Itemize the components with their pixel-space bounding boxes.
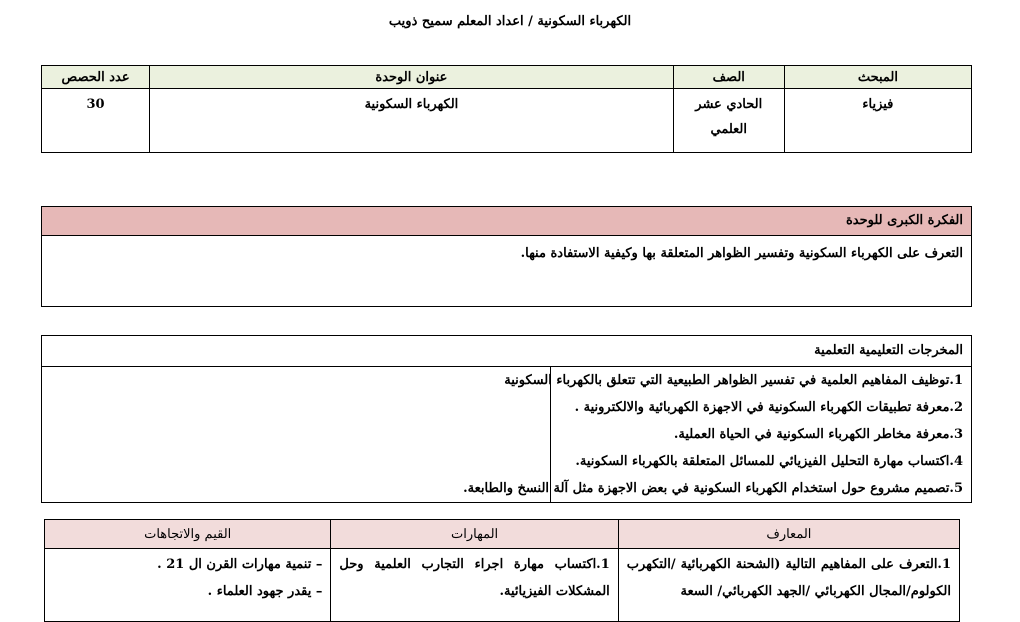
outcome-item: 1.توظيف المفاهيم العلمية في تفسير الظواهر الطبيعية التي تتعلق بالكهرباء السكونية <box>504 373 963 388</box>
periods-value: 30 <box>42 89 150 153</box>
skills-header: المهارات <box>331 520 618 549</box>
learning-outcomes-section <box>41 335 972 503</box>
knowledge-skills-values-table <box>44 519 960 622</box>
page-title: الكهرباء السكونية / اعداد المعلم سميح ذويب <box>388 14 632 29</box>
values-item: – يقدر جهود العلماء . <box>207 584 323 599</box>
outcome-item: 2.معرفة تطبيقات الكهرباء السكونية في الاجهزة الكهربائية والالكترونية . <box>574 400 963 415</box>
big-idea-section <box>41 206 972 307</box>
knowledge-cell: 1.التعرف على المفاهيم التالية (الشحنة الكهربائية /التكهرب الكولوم/المجال الكهربائي /الجهد الكهربائي/ السعة <box>618 549 959 622</box>
values-cell <box>45 549 331 622</box>
unit-title-header: عنوان الوحدة <box>150 66 674 89</box>
outcomes-heading: المخرجات التعليمية التعلمية <box>42 336 971 367</box>
big-idea-text: التعرف على الكهرباء السكونية وتفسير الظواهر المتعلقة بها وكيفية الاستفادة منها. <box>520 246 963 261</box>
periods-header: عدد الحصص <box>42 66 150 89</box>
unit-info-table <box>41 65 972 153</box>
outcomes-list <box>463 367 971 502</box>
outcome-item: 3.معرفة مخاطر الكهرباء السكونية في الحياة العملية. <box>673 427 963 442</box>
unit-title-value: الكهرباء السكونية <box>150 89 674 153</box>
subject-value: فيزياء <box>784 89 971 153</box>
subject-header: المبحث <box>784 66 971 89</box>
big-idea-heading: الفكرة الكبرى للوحدة <box>42 207 971 236</box>
grade-value: الحادي عشر العلمي <box>673 89 784 153</box>
grade-header: الصف <box>673 66 784 89</box>
values-header: القيم والاتجاهات <box>45 520 331 549</box>
knowledge-header: المعارف <box>618 520 959 549</box>
outcome-item: 5.تصميم مشروع حول استخدام الكهرباء السكونية في بعض الاجهزة مثل آلة النسخ والطابعة. <box>463 481 963 496</box>
skills-cell: 1.اكتساب مهارة اجراء التجارب العلمية وحل المشكلات الفيزيائية. <box>331 549 618 622</box>
outcome-item: 4.اكتساب مهارة التحليل الفيزيائي للمسائل المتعلقة بالكهرباء السكونية. <box>575 454 963 469</box>
values-item: – تنمية مهارات القرن ال 21 . <box>157 557 323 572</box>
